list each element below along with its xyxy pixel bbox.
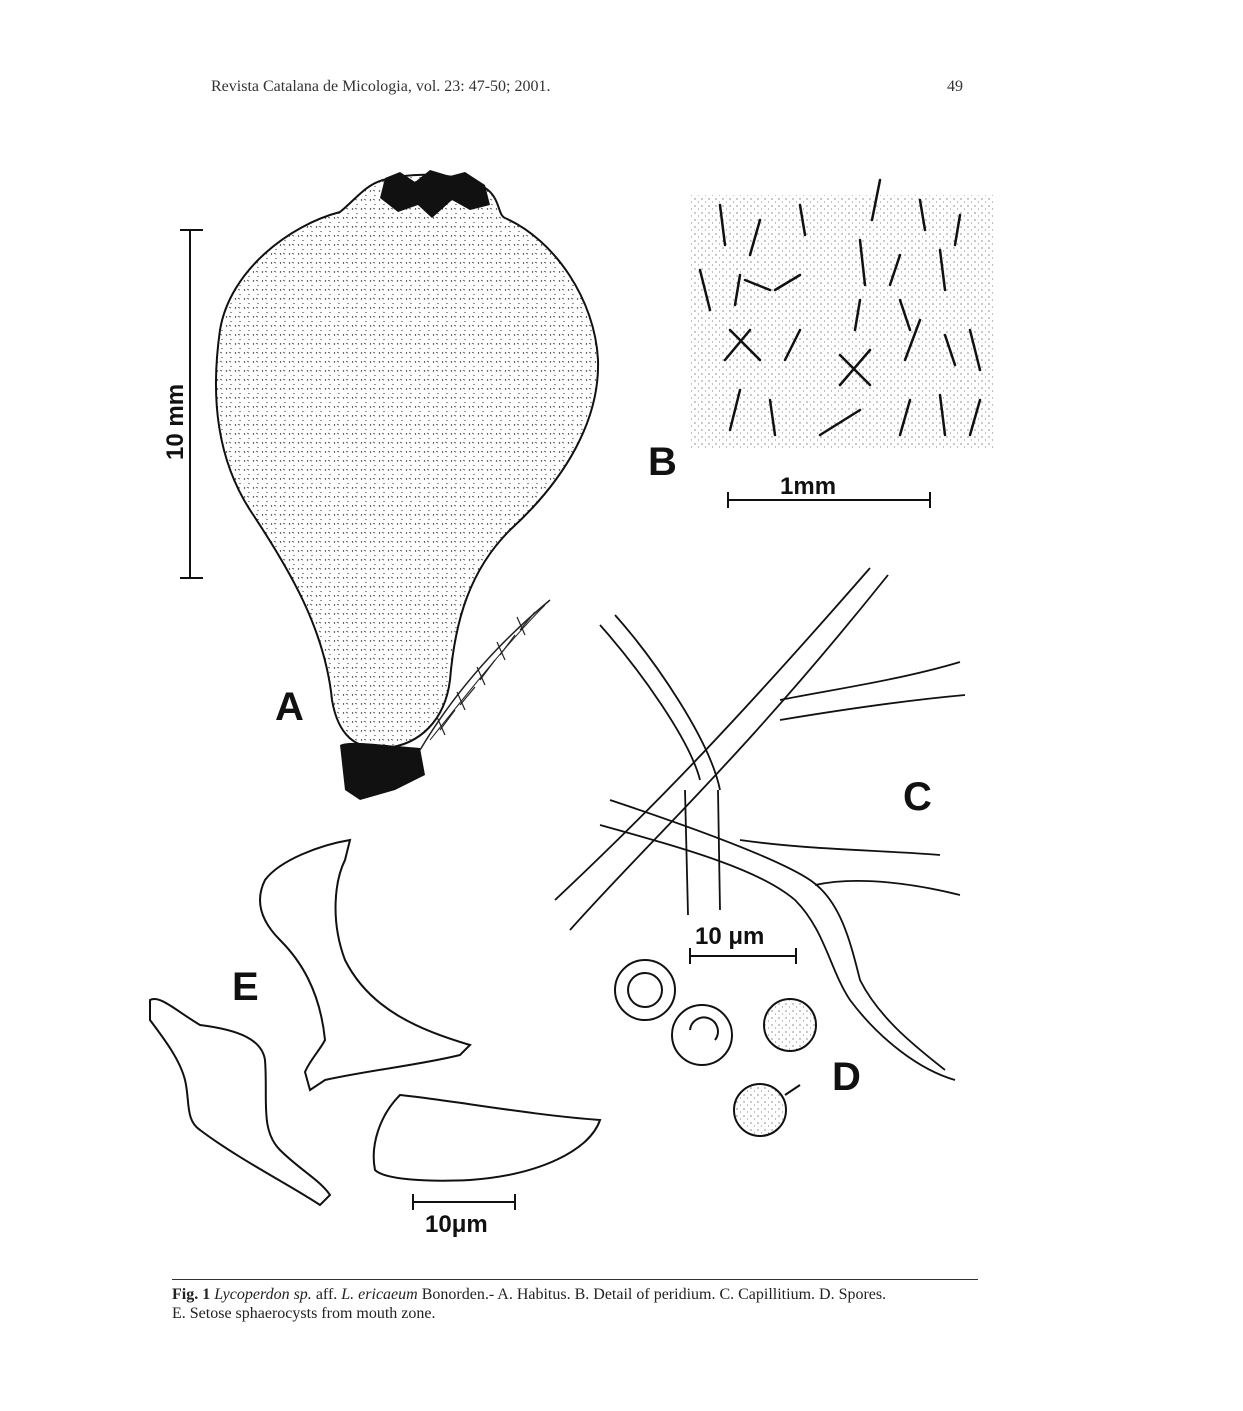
peridium-detail-drawing bbox=[690, 180, 995, 450]
scale-bar-c bbox=[690, 923, 796, 964]
capillitium-drawing bbox=[555, 568, 965, 1080]
scale-bar-b bbox=[728, 473, 930, 508]
scale-bar-e bbox=[413, 1194, 515, 1238]
panel-label-d: D bbox=[832, 1055, 861, 1099]
panel-label-e: E bbox=[232, 965, 259, 1009]
panel-label-b: B bbox=[648, 440, 677, 484]
page-number: 49 bbox=[947, 78, 963, 95]
figure-caption bbox=[172, 1285, 978, 1323]
scale-label-e: 10μm bbox=[425, 1211, 488, 1238]
caption-aff: aff. bbox=[315, 1286, 338, 1303]
caption-label: Fig. 1 bbox=[172, 1286, 211, 1303]
caption-text-line2: E. Setose sphaerocysts from mouth zone. bbox=[172, 1305, 436, 1322]
caption-species2: L. ericaeum bbox=[341, 1286, 418, 1303]
spores-drawing bbox=[615, 960, 816, 1136]
caption-text: Bonorden.- A. Habitus. B. Detail of peridium. C. Capillitium. D. Spores. bbox=[421, 1286, 887, 1303]
panel-label-c: C bbox=[903, 775, 932, 819]
running-header: Revista Catalana de Micologia, vol. 23: 47-50; 2001. bbox=[211, 78, 551, 95]
caption-species: Lycoperdon sp. bbox=[214, 1286, 312, 1303]
caption-divider bbox=[172, 1279, 978, 1280]
panel-label-a: A bbox=[275, 685, 304, 729]
sphaerocysts-drawing bbox=[150, 840, 600, 1205]
scale-label-b: 1mm bbox=[780, 473, 837, 500]
puffball-habitus-drawing bbox=[216, 170, 598, 800]
scale-bar-a bbox=[162, 230, 203, 578]
scale-label-a: 10 mm bbox=[162, 383, 189, 460]
scale-label-c: 10 μm bbox=[695, 923, 765, 950]
